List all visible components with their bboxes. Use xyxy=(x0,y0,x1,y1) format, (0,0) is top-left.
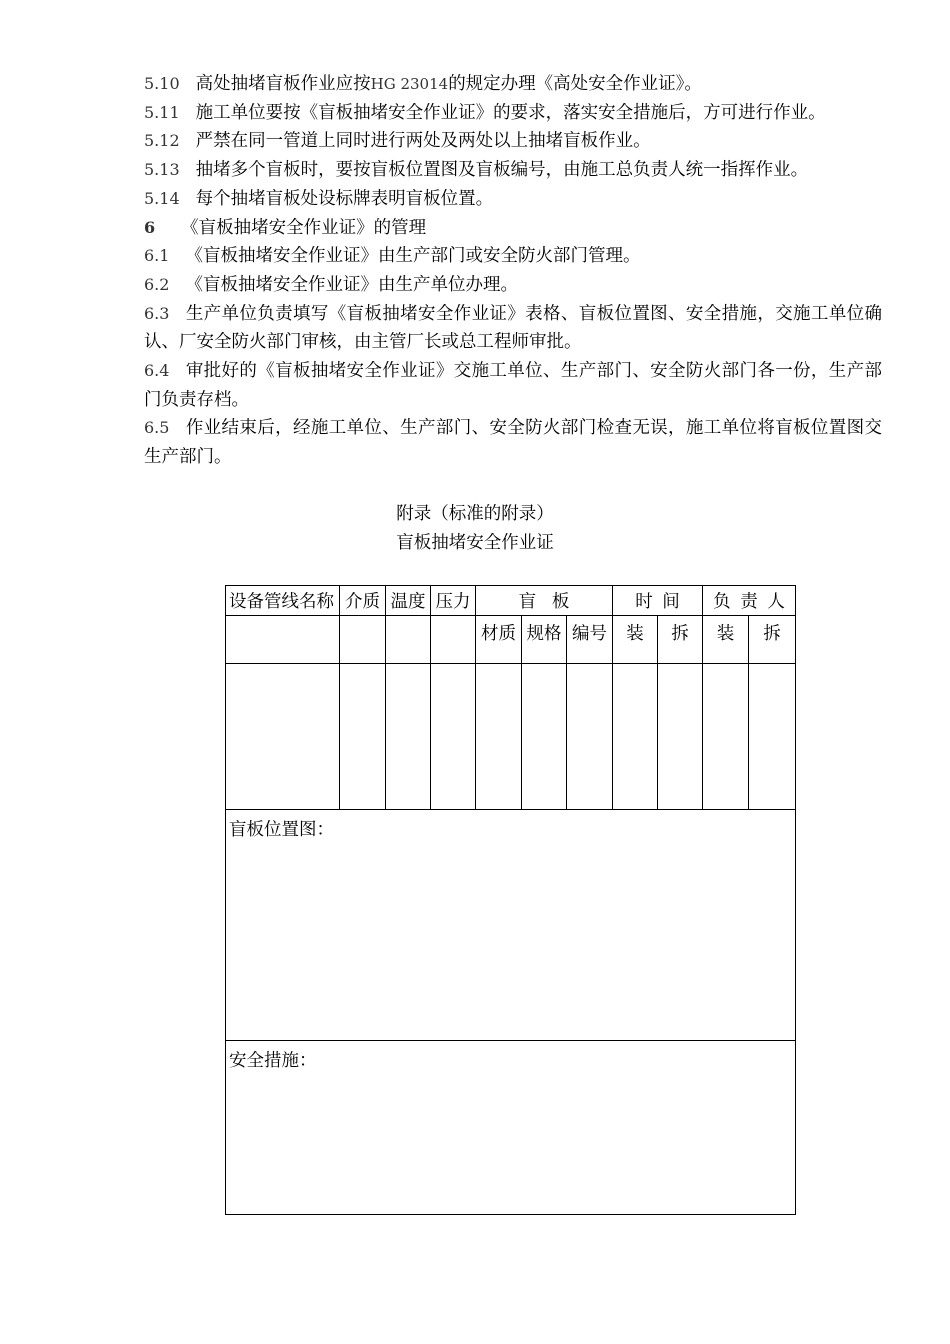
subheader-time-install: 装 xyxy=(613,616,658,664)
clause-number: 5.14 xyxy=(144,188,180,208)
appendix-label: 附录（标准的附录） xyxy=(396,504,554,524)
header-pipeline-name: 设备管线名称 xyxy=(226,586,340,616)
entry-cell[interactable] xyxy=(613,664,658,810)
clause-text: 《盲板抽堵安全作业证》由生产部门或安全防火部门管理。 xyxy=(185,246,641,267)
entry-cell[interactable] xyxy=(749,664,796,810)
subheader-resp-install: 装 xyxy=(703,616,749,664)
clause-6-5 xyxy=(144,414,882,471)
entry-cell[interactable] xyxy=(226,664,340,810)
subheader-spec: 规格 xyxy=(522,616,567,664)
clause-number: 5.10 xyxy=(144,74,180,93)
clause-text: 作业结束后，经施工单位、生产部门、安全防火部门检查无误，施工单位将盲板位置图交生产部门。 xyxy=(144,418,882,468)
clause-text: 审批好的《盲板抽堵安全作业证》交施工单位、生产部门、安全防火部门各一份，生产部门负责存档。 xyxy=(144,361,882,410)
entry-cell[interactable] xyxy=(340,664,386,810)
header-blind-plate: 盲板 xyxy=(476,586,613,616)
header-medium: 介质 xyxy=(340,586,386,616)
clause-5-11 xyxy=(144,99,882,128)
clause-text: 严禁在同一管道上同时进行两处及两处以上抽堵盲板作业。 xyxy=(195,131,651,152)
section-number: 6 xyxy=(144,217,156,237)
header-pressure: 压力 xyxy=(431,586,476,616)
clause-text: 施工单位要按《盲板抽堵安全作业证》的要求，落实安全措施后，方可进行作业。 xyxy=(195,102,826,123)
clause-5-13 xyxy=(144,156,882,185)
safety-measures-label: 安全措施： xyxy=(229,1051,317,1071)
clause-6-1 xyxy=(144,242,882,271)
clause-number: 6.3 xyxy=(144,303,170,323)
entry-cell[interactable] xyxy=(431,664,476,810)
subheader-resp-remove: 拆 xyxy=(749,616,796,664)
section-title: 《盲板抽堵安全作业证》的管理 xyxy=(181,217,427,238)
blind-position-diagram-field[interactable] xyxy=(226,810,796,1041)
clause-text: 每个抽堵盲板处设标牌表明盲板位置。 xyxy=(195,188,494,209)
entry-cell[interactable] xyxy=(386,664,431,810)
subheader-material: 材质 xyxy=(476,616,522,664)
clause-text: 高处抽堵盲板作业应按 xyxy=(195,74,371,94)
standard-code: HG 23014 xyxy=(370,75,449,93)
clause-number: 5.13 xyxy=(144,160,180,180)
blind-plate-permit-form xyxy=(225,585,796,1215)
header-temperature: 温度 xyxy=(386,586,431,616)
clause-6-2 xyxy=(144,271,882,300)
form-header-row xyxy=(226,586,796,616)
safety-measures-row xyxy=(226,1041,796,1215)
empty-cell xyxy=(386,616,431,664)
empty-cell xyxy=(431,616,476,664)
appendix-title: 盲板抽堵安全作业证 xyxy=(396,533,554,553)
clause-number: 6.2 xyxy=(144,274,170,294)
entry-cell[interactable] xyxy=(567,664,613,810)
header-time: 时间 xyxy=(613,586,703,616)
clause-number: 5.12 xyxy=(144,131,180,151)
clause-text: 生产单位负责填写《盲板抽堵安全作业证》表格、盲板位置图、安全措施，交施工单位确认、厂安全防火部门审核，由主管厂长或总工程师审批。 xyxy=(144,303,882,353)
form-subheader-row xyxy=(226,616,796,664)
form-entry-row xyxy=(226,664,796,810)
clause-text: 《盲板抽堵安全作业证》由生产单位办理。 xyxy=(185,274,518,295)
clause-text: 抽堵多个盲板时，要按盲板位置图及盲板编号，由施工总负责人统一指挥作业。 xyxy=(195,160,809,181)
clause-5-12 xyxy=(144,127,882,156)
clause-6-4 xyxy=(144,357,882,414)
position-diagram-label: 盲板位置图： xyxy=(229,820,334,840)
subheader-number: 编号 xyxy=(567,616,613,664)
clause-text: 的规定办理《高处安全作业证》。 xyxy=(448,74,702,94)
clause-list xyxy=(144,70,882,472)
section-6-heading xyxy=(144,214,882,243)
header-responsible: 负责人 xyxy=(703,586,796,616)
clause-6-3 xyxy=(144,300,882,357)
position-diagram-row xyxy=(226,810,796,1041)
empty-cell xyxy=(226,616,340,664)
entry-cell[interactable] xyxy=(658,664,703,810)
clause-5-10 xyxy=(144,70,882,99)
entry-cell[interactable] xyxy=(703,664,749,810)
clause-number: 6.4 xyxy=(144,361,170,381)
clause-number: 5.11 xyxy=(144,102,180,122)
clause-5-14 xyxy=(144,185,882,214)
entry-cell[interactable] xyxy=(476,664,522,810)
empty-cell xyxy=(340,616,386,664)
entry-cell[interactable] xyxy=(522,664,567,810)
clause-number: 6.5 xyxy=(144,418,170,438)
safety-measures-field[interactable] xyxy=(226,1041,796,1215)
clause-number: 6.1 xyxy=(144,246,170,266)
subheader-time-remove: 拆 xyxy=(658,616,703,664)
